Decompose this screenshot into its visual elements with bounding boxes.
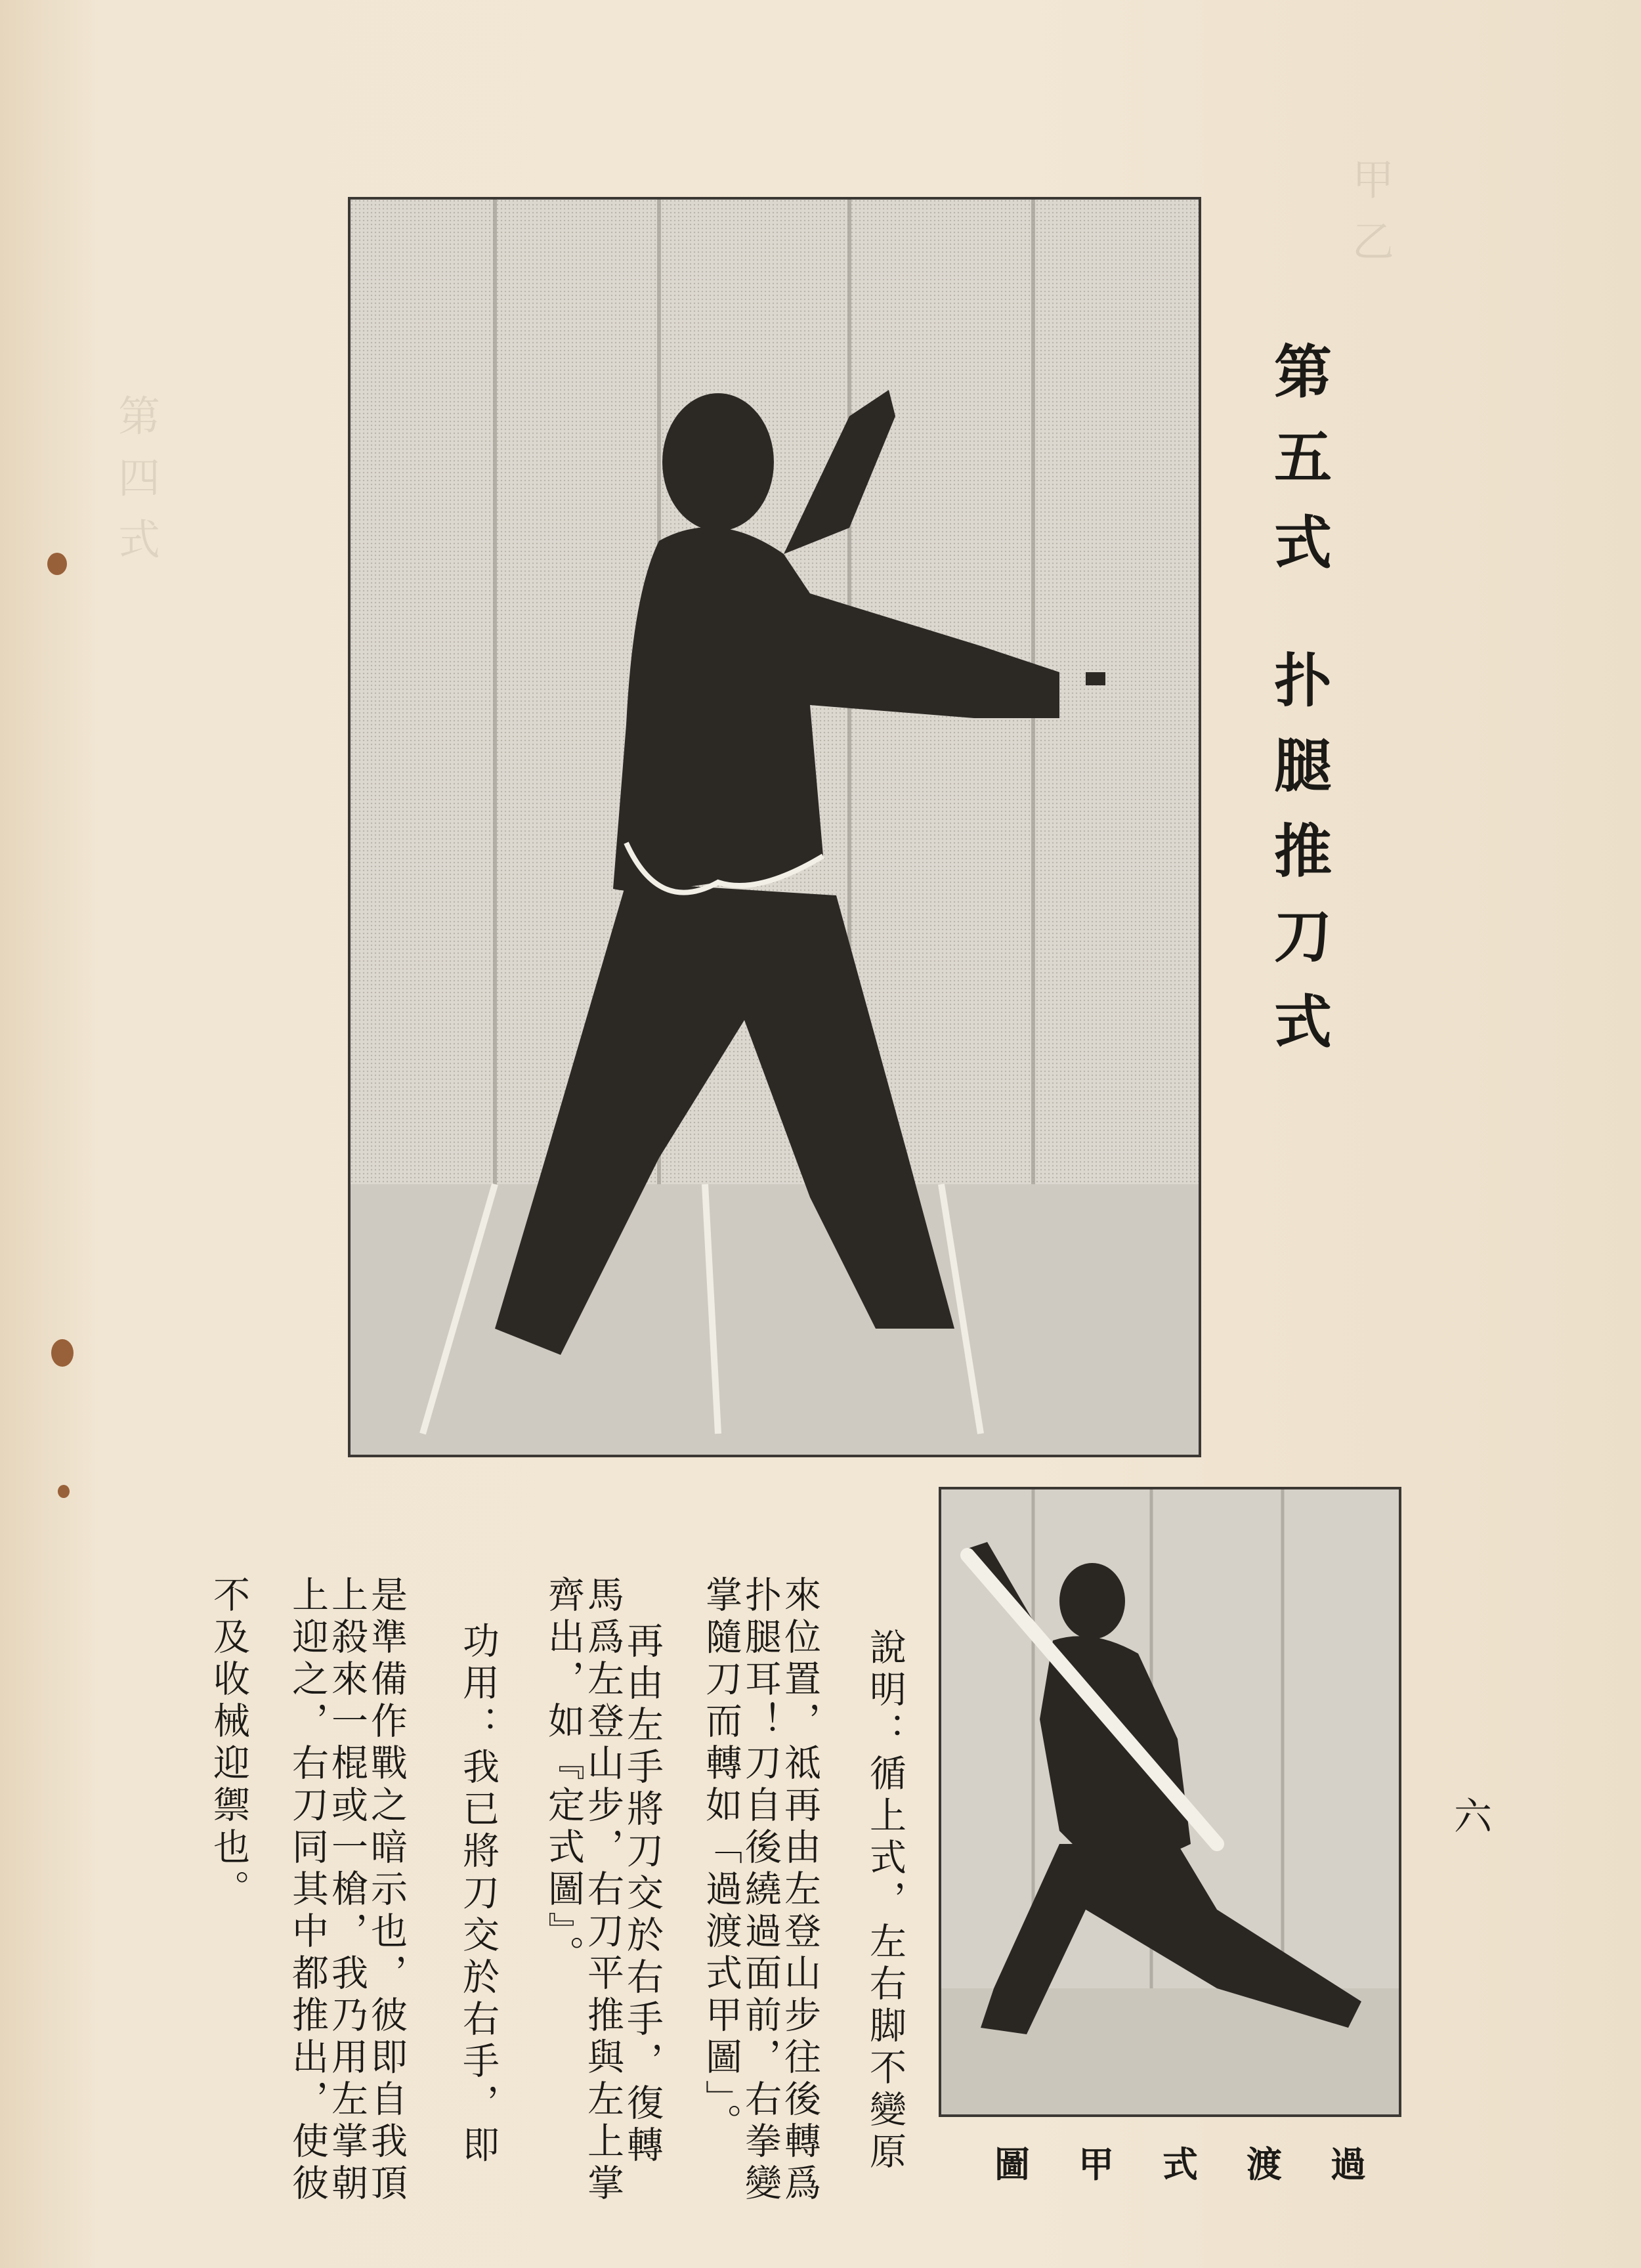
text-column: 齊出，如『定式圖』。 <box>542 1575 585 1977</box>
transition-photo <box>939 1487 1401 2117</box>
bleed-through-text: 第四式 <box>111 394 160 579</box>
page-number: 六 <box>1454 1794 1493 1839</box>
text-column: 來位置，祗再由左登山步往後轉爲 <box>778 1575 821 2206</box>
text-column: 是準備作戰之暗示也，彼即自我頂 <box>365 1575 408 2206</box>
text-column: 上殺來一棍或一槍，我乃用左掌朝 <box>326 1575 368 2206</box>
main-photo <box>348 197 1201 1457</box>
section-title <box>1265 341 1333 1077</box>
title-form-number: 第五式 <box>1265 341 1333 597</box>
binding-hole-mark <box>47 553 67 575</box>
text-column: 功用：我已將刀交於右手，即 <box>457 1621 500 2168</box>
martial-artist-main-figure <box>351 200 1199 1455</box>
bleed-through-text: 甲乙 <box>1345 158 1394 281</box>
photo-caption: 過渡式甲圖 <box>994 2143 1415 2185</box>
text-column: 說明：循上式，左右脚不變原 <box>864 1628 906 2174</box>
text-column: 扑腿耳！刀自後繞過面前，右拳變 <box>739 1575 782 2206</box>
binding-hole-mark <box>58 1485 70 1498</box>
martial-artist-transition-figure <box>941 1489 1399 2114</box>
text-column: 馬爲左登山步，右刀平推與左上掌 <box>582 1575 624 2206</box>
binding-hole-mark <box>51 1339 74 1367</box>
text-column: 再由左手將刀交於右手，復轉 <box>621 1621 664 2168</box>
title-form-name: 扑腿推刀式 <box>1265 650 1333 1077</box>
text-column: 掌隨刀而轉如「過渡式甲圖」。 <box>700 1575 742 2145</box>
text-column: 上迎之，右刀同其中都推出，使彼 <box>286 1575 329 2206</box>
text-column: 不及收械迎禦也。 <box>207 1575 250 1912</box>
